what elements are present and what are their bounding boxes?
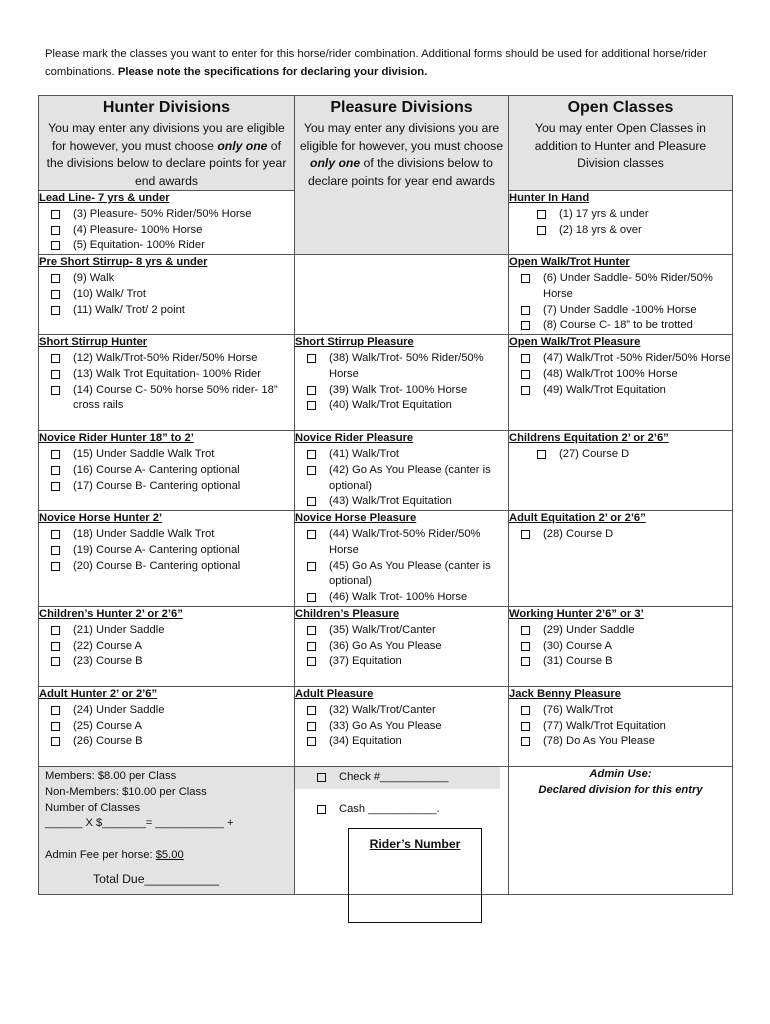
hunter-header: [39, 96, 295, 191]
class-label: (27) Course D: [559, 447, 630, 460]
class-option[interactable]: [509, 527, 732, 543]
class-label: (48) Walk/Trot 100% Horse: [543, 367, 678, 380]
checkbox[interactable]: [521, 706, 530, 715]
class-option[interactable]: [295, 703, 508, 719]
section-title: Novice Rider Pleasure: [295, 432, 414, 445]
class-label: (19) Course A- Cantering optional: [73, 543, 240, 556]
class-label: (34) Equitation: [329, 735, 402, 748]
checkbox[interactable]: [51, 546, 60, 555]
class-label: (10) Walk/ Trot: [73, 287, 146, 300]
class-label: (41) Walk/Trot: [329, 447, 400, 460]
section-title: Working Hunter 2’6” or 3’: [509, 607, 644, 620]
section-title: Adult Equitation 2’ or 2’6”: [509, 512, 646, 525]
class-option[interactable]: [295, 719, 508, 735]
section-title: Jack Benny Pleasure: [509, 687, 621, 700]
checkbox[interactable]: [51, 657, 60, 666]
checkbox[interactable]: [521, 321, 530, 330]
checkbox[interactable]: [521, 737, 530, 746]
class-label: (77) Walk/Trot Equitation: [543, 719, 666, 732]
class-label: (2) 18 yrs & over: [559, 223, 642, 236]
class-label: (78) Do As You Please: [543, 735, 655, 748]
checkbox[interactable]: [307, 450, 316, 459]
checkbox[interactable]: [307, 466, 316, 475]
instructions-bold: Please note the specifications for declaring your division.: [117, 66, 428, 78]
checkbox[interactable]: [537, 226, 546, 235]
class-option[interactable]: [295, 463, 508, 495]
checkbox[interactable]: [307, 626, 316, 635]
class-option[interactable]: [295, 351, 508, 383]
hunter-section: [39, 335, 295, 431]
class-option[interactable]: [509, 734, 732, 750]
class-label: (36) Go As You Please: [329, 639, 442, 652]
class-option[interactable]: [295, 590, 508, 606]
pleasure-section: [295, 606, 509, 686]
class-option[interactable]: [39, 527, 294, 543]
class-option[interactable]: [39, 223, 294, 239]
class-option[interactable]: [39, 623, 294, 639]
checkbox[interactable]: [317, 773, 326, 782]
class-label: (16) Course A- Cantering optional: [73, 463, 240, 476]
class-label: (13) Walk Trot Equitation- 100% Rider: [73, 367, 261, 380]
checkbox[interactable]: [51, 226, 60, 235]
hunter-section: [39, 431, 295, 511]
class-label: (5) Equitation- 100% Rider: [73, 239, 205, 252]
class-label: (37) Equitation: [329, 655, 402, 668]
class-label: (21) Under Saddle: [73, 623, 165, 636]
riders-number-box[interactable]: [348, 828, 482, 923]
pleasure-section: [295, 335, 509, 431]
class-label: (4) Pleasure- 100% Horse: [73, 223, 203, 236]
section-title: Adult Hunter 2’ or 2’6”: [39, 687, 158, 700]
class-option[interactable]: [295, 447, 508, 463]
cash-option[interactable]: Cash ___________.: [295, 799, 508, 821]
checkbox[interactable]: [51, 737, 60, 746]
class-label: (39) Walk Trot- 100% Horse: [329, 383, 468, 396]
class-label: (22) Course A: [73, 639, 143, 652]
class-label: (29) Under Saddle: [543, 623, 635, 636]
class-label: (45) Go As You Please (canter is optional): [329, 559, 491, 588]
checkbox[interactable]: [51, 482, 60, 491]
class-label: (3) Pleasure- 50% Rider/50% Horse: [73, 207, 252, 220]
hunter-section: [39, 255, 295, 335]
admin-use-label: Admin Use:: [589, 767, 652, 780]
pleasure-section: [295, 255, 509, 335]
class-option[interactable]: [39, 719, 294, 735]
checkbox[interactable]: [521, 722, 530, 731]
checkbox[interactable]: [51, 274, 60, 283]
open-section: [509, 511, 733, 607]
class-label: (1) 17 yrs & under: [559, 207, 649, 220]
checkbox[interactable]: [51, 306, 60, 315]
hunter-section: [39, 606, 295, 686]
class-label: (44) Walk/Trot-50% Rider/50% Horse: [329, 527, 481, 556]
section-title: Short Stirrup Hunter: [39, 336, 148, 349]
class-option[interactable]: [39, 303, 294, 319]
pleasure-header: [295, 96, 509, 255]
class-option[interactable]: [295, 527, 508, 559]
class-option[interactable]: [509, 207, 732, 223]
declared-division-label: Declared division for this entry: [538, 783, 703, 796]
section-title: Open Walk/Trot Hunter: [509, 256, 630, 269]
checkbox[interactable]: [307, 530, 316, 539]
class-option[interactable]: [39, 639, 294, 655]
class-label: (17) Course B- Cantering optional: [73, 479, 241, 492]
class-option[interactable]: [509, 383, 732, 399]
checkbox[interactable]: [307, 593, 316, 602]
checkbox[interactable]: [307, 401, 316, 410]
open-section: [509, 191, 733, 255]
class-option[interactable]: [39, 351, 294, 367]
class-label: (24) Under Saddle: [73, 703, 165, 716]
checkbox[interactable]: [521, 530, 530, 539]
checkbox[interactable]: [521, 386, 530, 395]
open-header: [509, 96, 733, 191]
class-option[interactable]: [509, 351, 732, 367]
class-option[interactable]: [39, 383, 294, 415]
class-label: (12) Walk/Trot-50% Rider/50% Horse: [73, 351, 258, 364]
class-label: (49) Walk/Trot Equitation: [543, 383, 666, 396]
checkbox[interactable]: [51, 241, 60, 250]
number-of-classes: Number of Classes: [45, 801, 141, 814]
checkbox[interactable]: [307, 562, 316, 571]
class-option[interactable]: [509, 623, 732, 639]
instructions: [45, 45, 725, 81]
open-section: [509, 255, 733, 335]
checkbox[interactable]: [521, 370, 530, 379]
checkbox[interactable]: [51, 354, 60, 363]
entry-table: [38, 95, 733, 895]
checkbox[interactable]: [521, 626, 530, 635]
class-label: (30) Course A: [543, 639, 613, 652]
class-option[interactable]: [39, 703, 294, 719]
checkbox[interactable]: [521, 657, 530, 666]
hunter-title: Hunter Divisions: [102, 99, 231, 116]
class-option[interactable]: [295, 734, 508, 750]
class-option[interactable]: [509, 447, 732, 463]
checkbox[interactable]: [51, 706, 60, 715]
class-label: (18) Under Saddle Walk Trot: [73, 527, 215, 540]
class-label: (47) Walk/Trot -50% Rider/50% Horse: [543, 351, 731, 364]
class-option[interactable]: [509, 318, 732, 334]
checkbox[interactable]: [51, 450, 60, 459]
class-label: (15) Under Saddle Walk Trot: [73, 447, 215, 460]
class-option[interactable]: [39, 479, 294, 495]
calc-line[interactable]: ______ X $_______= ___________ +: [45, 817, 234, 830]
class-label: (42) Go As You Please (canter is optional): [329, 463, 491, 492]
class-option[interactable]: [295, 494, 508, 510]
class-option[interactable]: [39, 447, 294, 463]
class-option[interactable]: [295, 654, 508, 670]
class-option[interactable]: [39, 367, 294, 383]
checkbox[interactable]: [521, 642, 530, 651]
checkbox[interactable]: [307, 354, 316, 363]
checkbox[interactable]: [307, 657, 316, 666]
class-label: (25) Course A: [73, 719, 143, 732]
class-label: (14) Course C- 50% horse 50% rider- 18” cross rails: [73, 383, 278, 412]
checkbox[interactable]: [51, 626, 60, 635]
class-label: (31) Course B: [543, 655, 613, 668]
instructions-text: Please mark the classes you want to enter for this horse/rider combination. Additional forms should be used for additional horse/rider combinations.: [45, 48, 707, 78]
class-label: (7) Under Saddle -100% Horse: [543, 303, 697, 316]
class-option[interactable]: [39, 654, 294, 670]
class-label: (28) Course D: [543, 527, 614, 540]
checkbox[interactable]: [51, 562, 60, 571]
class-option[interactable]: [39, 207, 294, 223]
pleasure-desc: You may enter any divisions you are eligible for however, you must choose only one of the divisions below to declare points for year end awards: [299, 121, 504, 188]
checkbox[interactable]: [51, 370, 60, 379]
class-label: (76) Walk/Trot: [543, 703, 614, 716]
checkbox[interactable]: [307, 737, 316, 746]
section-title: Short Stirrup Pleasure: [295, 336, 414, 349]
checkbox[interactable]: [51, 210, 60, 219]
open-desc: You may enter Open Classes in addition to Hunter and Pleasure Division classes: [534, 121, 707, 170]
checkbox[interactable]: [51, 466, 60, 475]
class-label: (8) Course C- 18” to be trotted: [543, 319, 693, 332]
class-option[interactable]: [509, 271, 732, 303]
class-option[interactable]: [509, 639, 732, 655]
class-option[interactable]: [295, 639, 508, 655]
class-label: (20) Course B- Cantering optional: [73, 559, 241, 572]
section-title: Childrens Equitation 2’ or 2’6”: [509, 432, 669, 445]
open-section: [509, 686, 733, 766]
section-title: Children’s Pleasure: [295, 607, 400, 620]
class-option[interactable]: [39, 559, 294, 575]
class-label: (46) Walk Trot- 100% Horse: [329, 591, 468, 604]
pleasure-section: [295, 511, 509, 607]
open-title: Open Classes: [567, 99, 674, 116]
checkbox[interactable]: [51, 386, 60, 395]
class-option[interactable]: [509, 223, 732, 239]
section-title: Novice Rider Hunter 18” to 2’: [39, 432, 194, 445]
checkbox[interactable]: [307, 642, 316, 651]
checkbox[interactable]: [307, 497, 316, 506]
section-title: Children’s Hunter 2’ or 2’6”: [39, 607, 183, 620]
class-option[interactable]: [509, 654, 732, 670]
class-option[interactable]: [39, 543, 294, 559]
class-label: (33) Go As You Please: [329, 719, 442, 732]
checkbox[interactable]: [307, 386, 316, 395]
section-title: Open Walk/Trot Pleasure: [509, 336, 641, 349]
open-section: [509, 335, 733, 431]
open-section: [509, 431, 733, 511]
riders-number-label: Rider’s Number: [369, 837, 461, 851]
class-label: (9) Walk: [73, 271, 115, 284]
checkbox[interactable]: [537, 210, 546, 219]
checkbox[interactable]: [521, 354, 530, 363]
class-option[interactable]: [295, 383, 508, 399]
class-option[interactable]: [39, 734, 294, 750]
open-section: [509, 606, 733, 686]
class-label: (40) Walk/Trot Equitation: [329, 399, 452, 412]
class-option[interactable]: [509, 703, 732, 719]
class-label: (26) Course B: [73, 735, 143, 748]
pleasure-section: [295, 431, 509, 511]
checkbox[interactable]: [51, 642, 60, 651]
class-option[interactable]: [509, 303, 732, 319]
pleasure-section: [295, 686, 509, 766]
hunter-section: [39, 191, 295, 255]
class-label: (6) Under Saddle- 50% Rider/50% Horse: [543, 271, 713, 300]
class-label: (35) Walk/Trot/Canter: [329, 623, 436, 636]
class-label: (11) Walk/ Trot/ 2 point: [73, 303, 185, 316]
class-option[interactable]: [295, 623, 508, 639]
checkbox[interactable]: [317, 805, 326, 814]
class-label: (38) Walk/Trot- 50% Rider/50% Horse: [329, 351, 484, 380]
checkbox[interactable]: [537, 450, 546, 459]
class-option[interactable]: [295, 559, 508, 591]
admin-use-cell: [509, 766, 733, 894]
checkbox[interactable]: [51, 530, 60, 539]
nonmembers-fee: Non-Members: $10.00 per Class: [45, 785, 207, 798]
checkbox[interactable]: [307, 722, 316, 731]
class-option[interactable]: [39, 238, 294, 254]
class-option[interactable]: [509, 367, 732, 383]
hunter-desc: You may enter any divisions you are eligible for however, you must choose only one of the divisions below to declare points for year end awards: [46, 121, 287, 188]
check-option[interactable]: Check #___________: [295, 767, 500, 789]
members-fee: Members: $8.00 per Class: [45, 769, 177, 782]
hunter-section: [39, 686, 295, 766]
checkbox[interactable]: [521, 274, 530, 283]
hunter-section: [39, 511, 295, 607]
total-due[interactable]: Total Due___________: [93, 871, 220, 886]
class-label: (43) Walk/Trot Equitation: [329, 495, 452, 508]
class-label: (23) Course B: [73, 655, 143, 668]
admin-fee: Admin Fee per horse: $5.00: [45, 849, 184, 862]
class-option[interactable]: [39, 287, 294, 303]
class-option[interactable]: [509, 719, 732, 735]
section-title: Hunter In Hand: [509, 192, 590, 204]
checkbox[interactable]: [307, 706, 316, 715]
class-option[interactable]: [39, 271, 294, 287]
section-title: Pre Short Stirrup- 8 yrs & under: [39, 256, 208, 269]
header-row: [39, 96, 733, 191]
section-title: Lead Line- 7 yrs & under: [39, 192, 170, 204]
pleasure-title: Pleasure Divisions: [330, 99, 473, 116]
class-option[interactable]: [39, 463, 294, 479]
checkbox[interactable]: [51, 722, 60, 731]
section-title: Novice Horse Hunter 2’: [39, 512, 163, 525]
checkbox[interactable]: [521, 306, 530, 315]
checkbox[interactable]: [51, 290, 60, 299]
section-title: Adult Pleasure: [295, 687, 374, 700]
section-title: Novice Horse Pleasure: [295, 512, 417, 525]
class-option[interactable]: [295, 398, 508, 414]
fees-cell: [39, 766, 295, 894]
class-label: (32) Walk/Trot/Canter: [329, 703, 436, 716]
